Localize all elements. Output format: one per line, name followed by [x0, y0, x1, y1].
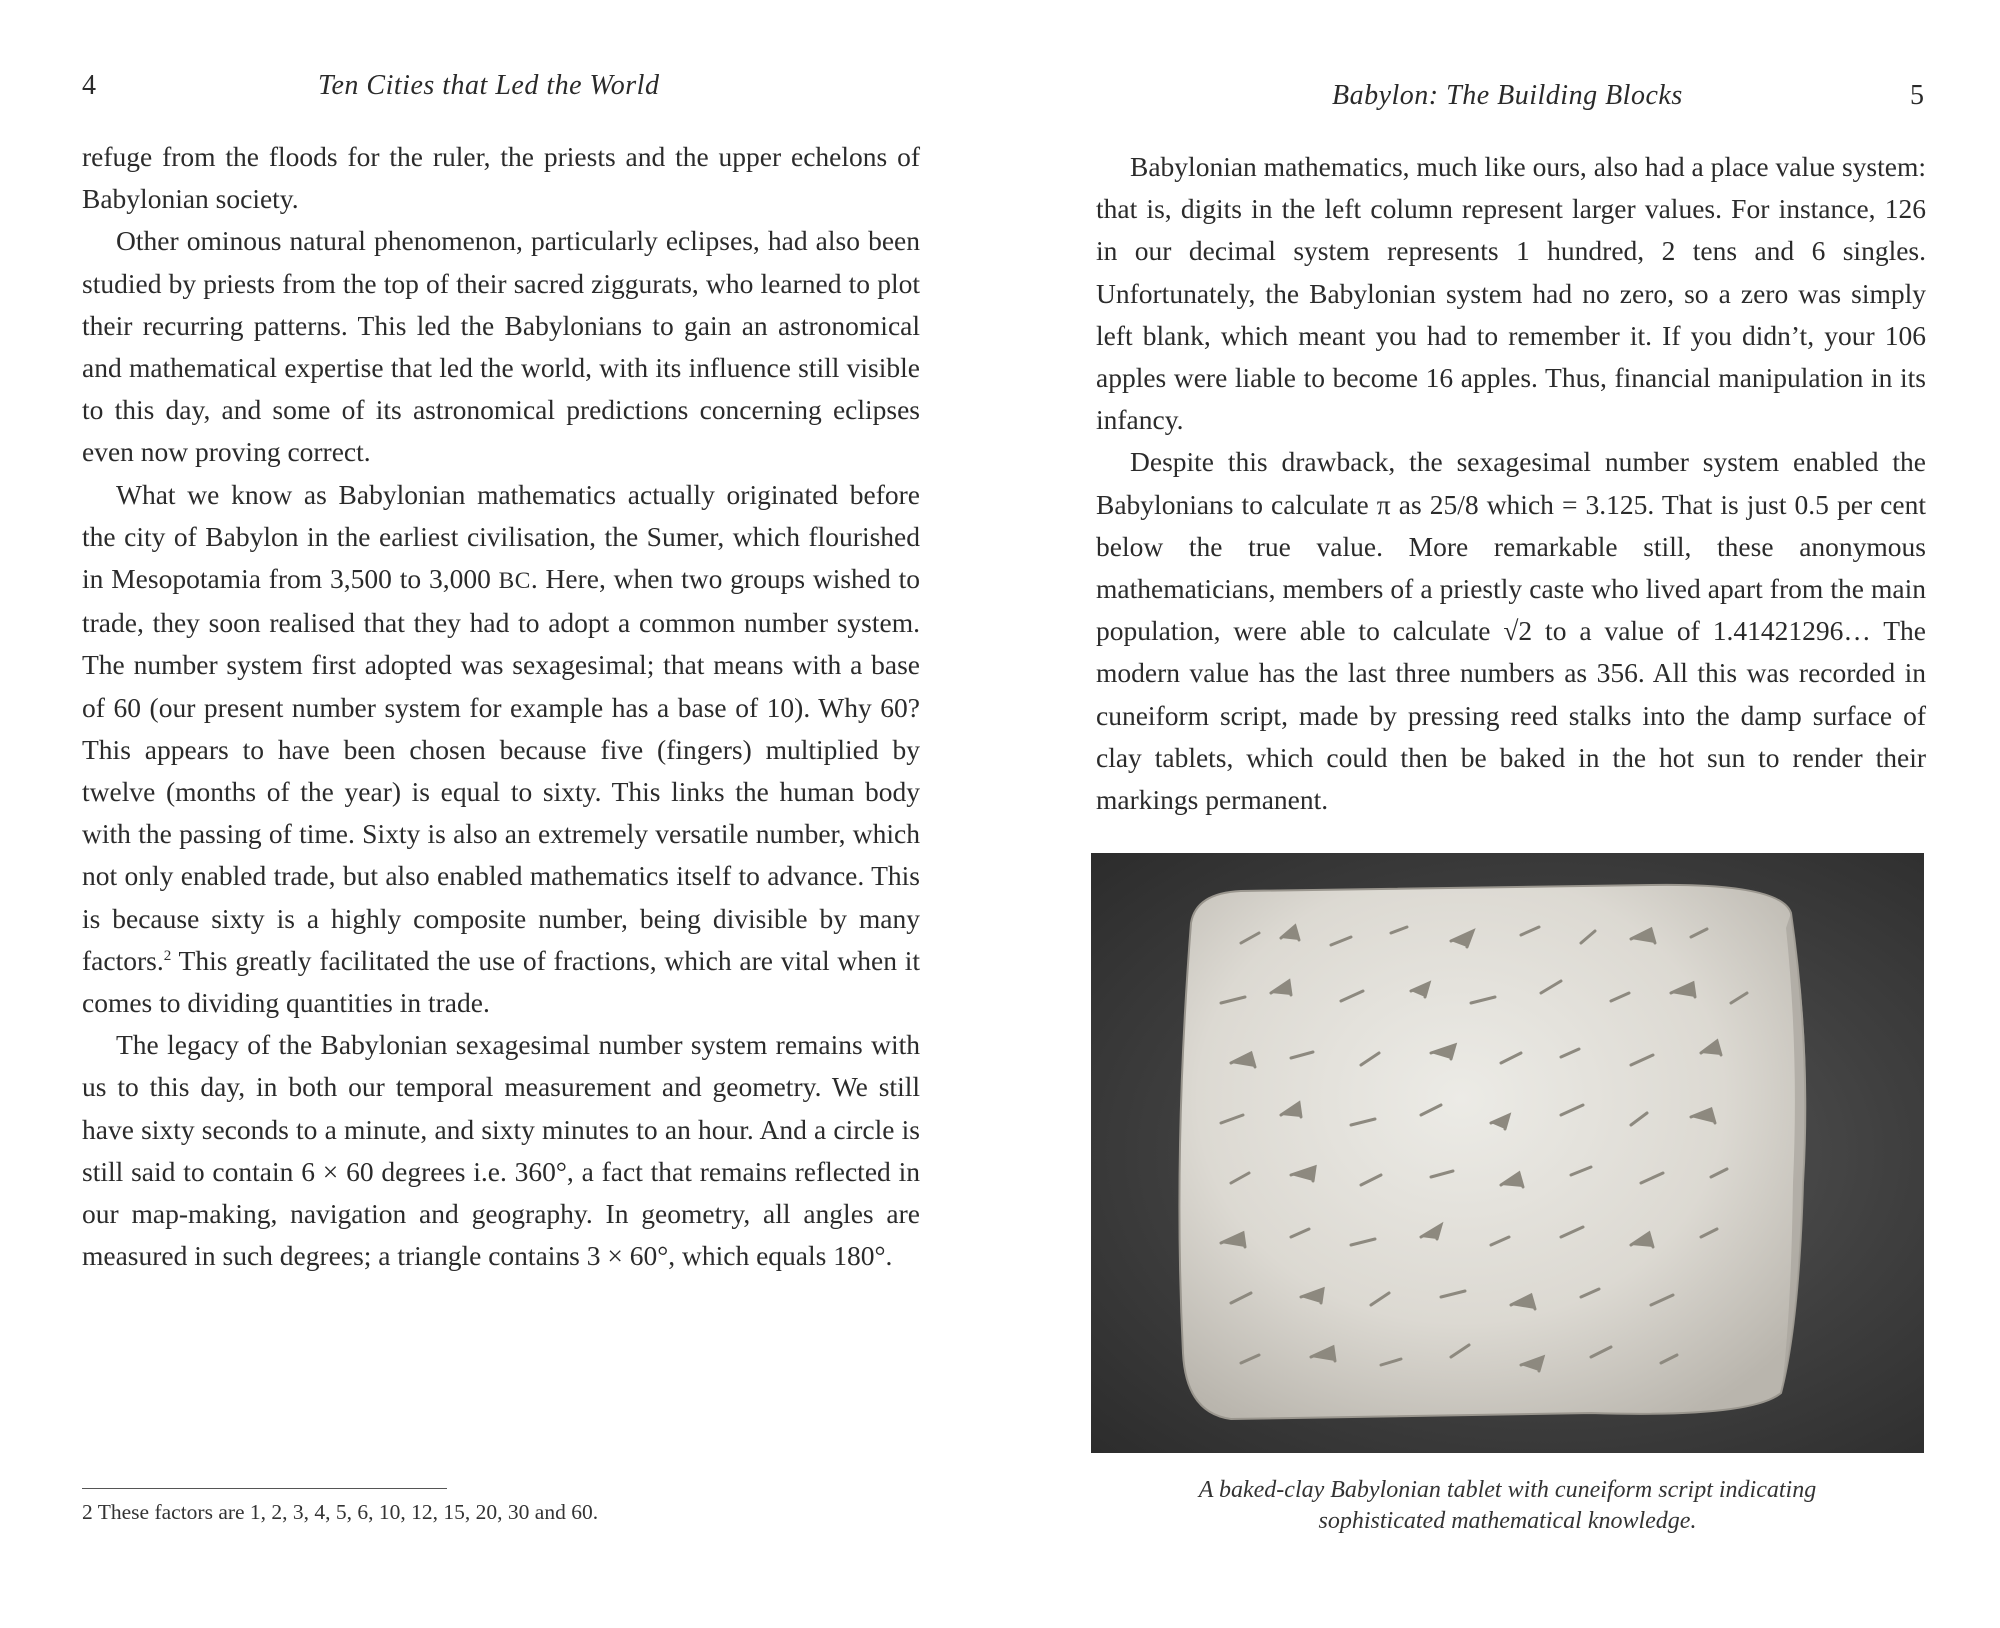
page-number-right: 5 [1910, 80, 1924, 111]
caption-line: sophisticated mathematical knowledge. [1318, 1508, 1697, 1534]
page-number-left: 4 [82, 70, 96, 101]
era-abbreviation: BC [498, 568, 531, 595]
caption-line: A baked-clay Babylonian tablet with cuneiform script indicating [1198, 1477, 1817, 1503]
running-head-right: Babylon: The Building Blocks [1332, 80, 1683, 111]
left-body-text [82, 136, 920, 1277]
paragraph: Babylonian mathematics, much like ours, also had a place value system: that is, digits in the left column represent larger values. For instance, 126 in our decimal system represents 1 hundred, 2 tens and 6 singles. Unfortunately, the Babylonian system had no zero, so a zero was simply left blank, which meant you had to remember it. If you didn’t, your 106 apples were liable to become 16 apples. Thus, financial manipulation in its infancy. [1096, 151, 1926, 436]
paragraph [82, 474, 920, 1025]
paragraph-text: What we know as Babylonian mathematics actually originated before the city of Babylon in the earliest civilisation, the Sumer, which flourished in Mesopotamia from 3,500 to 3,000 [82, 478, 920, 595]
cuneiform-tablet-illustration [1091, 853, 1924, 1453]
clay-tablet-photo [1091, 853, 1924, 1453]
right-page [1000, 0, 2000, 1628]
footnote-rule [82, 1488, 447, 1489]
footnote: 2 These factors are 1, 2, 3, 4, 5, 6, 10, 12, 15, 20, 30 and 60. [82, 1500, 599, 1524]
paragraph: refuge from the floods for the ruler, the priests and the upper echelons of Babylonian society. [82, 141, 920, 215]
paragraph: The legacy of the Babylonian sexagesimal number system remains with us to this day, in both our temporal measurement and geometry. We still have sixty seconds to a minute, and sixty minutes to an hour. And a circle is still said to contain 6 × 60 degrees i.e. 360°, a fact that remains reflected in our map-making, navigation and geography. In geometry, all angles are measured in such degrees; a triangle contains 3 × 60°, which equals 180°. [82, 1029, 920, 1272]
tablet-shape [1179, 885, 1805, 1419]
footnote-reference: 2 [163, 947, 172, 964]
running-head-left: Ten Cities that Led the World [318, 70, 660, 101]
paragraph-text: . Here, when two groups wished to trade, they soon realised that they had to adopt a common number system. The number system first adopted was sexagesimal; that means with a base of 60 (our present number system for example has a base of 10). Why 60? This appears to have been chosen because five (fingers) multiplied by twelve (months of the year) is equal to sixty. This links the human body with the passing of time. Sixty is also an extremely versatile number, which not only enabled trade, but also enabled mathematics itself to advance. This is because sixty is a highly composite number, being divisible by many factors. [82, 563, 920, 976]
right-body-text [1096, 146, 1926, 821]
paragraph: Despite this drawback, the sexagesimal number system enabled the Babylonians to calculate π as 25/8 which = 3.125. That is just 0.5 per cent below the true value. More remarkable still, these anonymous mathematicians, members of a priestly caste who lived apart from the main population, were able to calculate √2 to a value of 1.41421296… The modern value has the last three numbers as 356. All this was recorded in cuneiform script, made by pressing reed stalks into the damp surface of clay tablets, which could then be baked in the hot sun to render their markings permanent. [1096, 446, 1926, 816]
paragraph: Other ominous natural phenomenon, particularly eclipses, had also been studied by priests from the top of their sacred ziggurats, who learned to plot their recurring patterns. This led the Babylonians to gain an astronomical and mathematical expertise that led the world, with its influence still visible to this day, and some of its astronomical predictions concerning eclipses even now proving correct. [82, 225, 920, 468]
figure-caption [1091, 1475, 1924, 1537]
paragraph-text: This greatly facilitated the use of fractions, which are vital when it comes to dividing quantities in trade. [82, 944, 920, 1019]
